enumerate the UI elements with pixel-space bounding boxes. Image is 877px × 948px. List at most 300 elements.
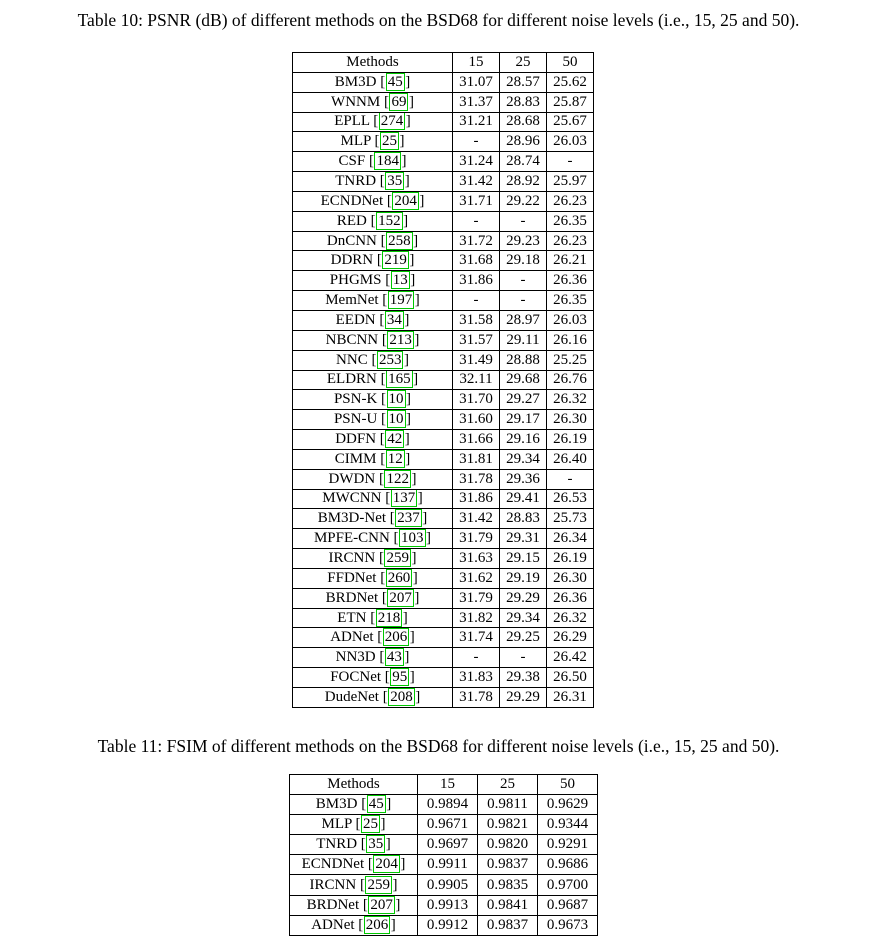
citation-close-bracket: ] xyxy=(404,311,410,328)
value-cell: 0.9841 xyxy=(478,895,538,915)
method-name: DnCNN [ xyxy=(326,232,386,249)
citation-link[interactable]: 259 xyxy=(367,876,390,893)
value-cell: - xyxy=(453,291,500,311)
table-row xyxy=(293,648,594,668)
method-name: ECNDNet [ xyxy=(320,192,392,209)
citation-close-bracket: ] xyxy=(399,133,405,150)
method-cell xyxy=(293,291,453,311)
citation-link[interactable]: 218 xyxy=(377,609,401,626)
value-cell: 31.79 xyxy=(453,588,500,608)
value-cell: 25.87 xyxy=(547,92,594,112)
method-name: BM3D-Net [ xyxy=(317,510,395,527)
method-cell xyxy=(290,835,418,855)
citation-close-bracket: ] xyxy=(409,669,415,686)
value-cell: 0.9912 xyxy=(418,915,478,935)
value-cell: 28.83 xyxy=(500,92,547,112)
value-cell: 28.74 xyxy=(500,152,547,172)
value-cell: 29.36 xyxy=(500,469,547,489)
method-name: NNC [ xyxy=(336,351,377,368)
method-name: BM3D [ xyxy=(334,73,386,90)
value-cell: 28.57 xyxy=(500,72,547,92)
value-cell: 26.42 xyxy=(547,648,594,668)
citation-close-bracket: ] xyxy=(419,192,425,209)
value-cell: 31.57 xyxy=(453,330,500,350)
citation-close-bracket: ] xyxy=(385,836,391,853)
table-row xyxy=(293,390,594,410)
value-cell: 31.79 xyxy=(453,529,500,549)
citation-link[interactable]: 45 xyxy=(368,796,384,813)
value-cell: 29.16 xyxy=(500,430,547,450)
value-cell: 0.9700 xyxy=(538,875,598,895)
value-cell: 32.11 xyxy=(453,370,500,390)
table-row xyxy=(293,588,594,608)
method-cell xyxy=(293,152,453,172)
value-cell: 31.86 xyxy=(453,271,500,291)
citation-link[interactable]: 122 xyxy=(386,470,409,487)
table-row xyxy=(293,231,594,251)
value-cell: 28.83 xyxy=(500,509,547,529)
method-cell xyxy=(293,330,453,350)
method-cell xyxy=(293,310,453,330)
value-cell: 26.36 xyxy=(547,271,594,291)
table-row xyxy=(293,668,594,688)
method-name: FFDNet [ xyxy=(327,569,386,586)
method-name: RED [ xyxy=(336,212,376,229)
citation-link[interactable]: 237 xyxy=(397,510,420,527)
citation-link[interactable]: 207 xyxy=(389,589,412,606)
value-cell: 0.9820 xyxy=(478,835,538,855)
method-cell xyxy=(293,132,453,152)
value-cell: - xyxy=(453,648,500,668)
value-cell: - xyxy=(547,152,594,172)
col-header-noise-15: 15 xyxy=(453,53,500,73)
citation-link[interactable]: 274 xyxy=(380,113,404,130)
value-cell: 29.29 xyxy=(500,588,547,608)
value-cell: 26.23 xyxy=(547,231,594,251)
method-cell xyxy=(293,390,453,410)
method-cell xyxy=(293,211,453,231)
method-cell xyxy=(293,648,453,668)
method-name: EPLL [ xyxy=(334,113,379,130)
citation-link[interactable]: 35 xyxy=(387,172,403,189)
citation-close-bracket: ] xyxy=(390,916,396,933)
citation-link[interactable]: 10 xyxy=(388,411,404,428)
table-11-caption: Table 11: FSIM of different methods on the BSD68 for different noise levels (i.e., 15, 25 and 50). xyxy=(97,736,780,756)
method-name: MLP [ xyxy=(321,816,361,833)
col-header-noise-50: 50 xyxy=(538,775,598,795)
value-cell: 26.50 xyxy=(547,668,594,688)
citation-link[interactable]: 12 xyxy=(387,450,403,467)
citation-link[interactable]: 253 xyxy=(378,351,402,368)
citation-link[interactable]: 213 xyxy=(389,331,412,348)
value-cell: 31.70 xyxy=(453,390,500,410)
value-cell: 25.25 xyxy=(547,350,594,370)
col-header-noise-25: 25 xyxy=(478,775,538,795)
value-cell: 26.53 xyxy=(547,489,594,509)
value-cell: 26.03 xyxy=(547,132,594,152)
method-cell xyxy=(293,92,453,112)
table-row xyxy=(293,172,594,192)
citation-link[interactable]: 13 xyxy=(392,272,408,289)
citation-close-bracket: ] xyxy=(403,351,409,368)
table-row xyxy=(293,152,594,172)
method-cell xyxy=(290,815,418,835)
table-row xyxy=(293,132,594,152)
value-cell: 28.96 xyxy=(500,132,547,152)
method-name: MemNet [ xyxy=(325,292,388,309)
citation-link[interactable]: 42 xyxy=(387,430,403,447)
method-cell xyxy=(293,271,453,291)
value-cell: 0.9837 xyxy=(478,915,538,935)
citation-link[interactable]: 103 xyxy=(401,530,424,547)
table-row xyxy=(293,271,594,291)
value-cell: 31.49 xyxy=(453,350,500,370)
value-cell: 29.25 xyxy=(500,628,547,648)
method-cell xyxy=(293,449,453,469)
method-name: FOCNet [ xyxy=(330,669,390,686)
value-cell: 31.63 xyxy=(453,549,500,569)
method-cell xyxy=(293,370,453,390)
citation-close-bracket: ] xyxy=(410,272,416,289)
psnr-results-table xyxy=(292,52,594,708)
method-name: TNRD [ xyxy=(316,836,366,853)
table-row xyxy=(293,370,594,390)
value-cell: - xyxy=(500,271,547,291)
value-cell: 0.9911 xyxy=(418,855,478,875)
value-cell: 31.42 xyxy=(453,509,500,529)
table-row xyxy=(290,855,598,875)
value-cell: 31.66 xyxy=(453,430,500,450)
citation-close-bracket: ] xyxy=(426,530,432,547)
method-cell xyxy=(293,489,453,509)
citation-link[interactable]: 69 xyxy=(391,93,407,110)
citation-close-bracket: ] xyxy=(414,292,420,309)
method-name: WNNM [ xyxy=(331,93,389,110)
value-cell: 0.9629 xyxy=(538,795,598,815)
value-cell: 31.78 xyxy=(453,469,500,489)
table-row xyxy=(293,688,594,708)
table-header-row xyxy=(293,53,594,73)
value-cell: 25.62 xyxy=(547,72,594,92)
method-name: DDFN [ xyxy=(335,430,385,447)
method-cell xyxy=(293,568,453,588)
citation-link[interactable]: 137 xyxy=(392,490,416,507)
table-row xyxy=(293,469,594,489)
value-cell: 31.74 xyxy=(453,628,500,648)
value-cell: 29.11 xyxy=(500,330,547,350)
value-cell: 0.9894 xyxy=(418,795,478,815)
table-row xyxy=(293,291,594,311)
method-name: CSF [ xyxy=(338,153,374,170)
col-header-methods: Methods xyxy=(293,53,453,73)
value-cell: 26.19 xyxy=(547,430,594,450)
value-cell: 26.23 xyxy=(547,191,594,211)
citation-close-bracket: ] xyxy=(392,876,398,893)
value-cell: 0.9687 xyxy=(538,895,598,915)
citation-close-bracket: ] xyxy=(406,391,412,408)
value-cell: 31.37 xyxy=(453,92,500,112)
value-cell: 26.03 xyxy=(547,310,594,330)
table-row xyxy=(293,112,594,132)
value-cell: 25.67 xyxy=(547,112,594,132)
value-cell: 29.34 xyxy=(500,449,547,469)
fsim-results-table xyxy=(289,774,598,936)
table-row xyxy=(293,211,594,231)
citation-close-bracket: ] xyxy=(395,896,401,913)
citation-link[interactable]: 34 xyxy=(386,311,402,328)
method-cell xyxy=(293,112,453,132)
value-cell: 28.97 xyxy=(500,310,547,330)
value-cell: 26.76 xyxy=(547,370,594,390)
value-cell: - xyxy=(500,211,547,231)
method-cell xyxy=(293,231,453,251)
value-cell: 26.34 xyxy=(547,529,594,549)
method-name: MPFE-CNN [ xyxy=(313,530,399,547)
value-cell: 31.07 xyxy=(453,72,500,92)
table-row xyxy=(293,430,594,450)
value-cell: - xyxy=(500,648,547,668)
citation-link[interactable]: 25 xyxy=(382,133,398,150)
value-cell: 0.9835 xyxy=(478,875,538,895)
method-name: DDRN [ xyxy=(330,252,382,269)
citation-link[interactable]: 204 xyxy=(394,192,417,209)
method-cell xyxy=(290,875,418,895)
citation-close-bracket: ] xyxy=(403,212,409,229)
value-cell: 29.38 xyxy=(500,668,547,688)
citation-link[interactable]: 204 xyxy=(375,856,398,873)
table-row xyxy=(293,549,594,569)
value-cell: 29.29 xyxy=(500,688,547,708)
method-cell xyxy=(293,72,453,92)
table-row xyxy=(293,410,594,430)
value-cell: 0.9821 xyxy=(478,815,538,835)
citation-close-bracket: ] xyxy=(414,589,420,606)
citation-close-bracket: ] xyxy=(412,569,418,586)
citation-close-bracket: ] xyxy=(405,450,411,467)
method-name: DudeNet [ xyxy=(324,688,388,705)
citation-close-bracket: ] xyxy=(409,252,415,269)
method-cell xyxy=(293,251,453,271)
value-cell: 31.68 xyxy=(453,251,500,271)
value-cell: 0.9671 xyxy=(418,815,478,835)
citation-link[interactable]: 165 xyxy=(388,371,411,388)
method-name: IRCNN [ xyxy=(309,876,365,893)
value-cell: - xyxy=(500,291,547,311)
citation-close-bracket: ] xyxy=(414,331,420,348)
value-cell: 26.19 xyxy=(547,549,594,569)
value-cell: 29.68 xyxy=(500,370,547,390)
table-row xyxy=(293,529,594,549)
citation-link[interactable]: 25 xyxy=(363,816,379,833)
value-cell: 29.31 xyxy=(500,529,547,549)
method-cell xyxy=(290,915,418,935)
value-cell: - xyxy=(453,132,500,152)
citation-link[interactable]: 258 xyxy=(388,232,411,249)
method-cell xyxy=(293,588,453,608)
value-cell: 26.30 xyxy=(547,410,594,430)
citation-close-bracket: ] xyxy=(401,153,407,170)
value-cell: 26.31 xyxy=(547,688,594,708)
citation-link[interactable]: 206 xyxy=(365,916,389,933)
method-name: ETN [ xyxy=(337,609,376,626)
citation-close-bracket: ] xyxy=(408,93,414,110)
value-cell: 0.9697 xyxy=(418,835,478,855)
citation-close-bracket: ] xyxy=(386,796,392,813)
citation-link[interactable]: 152 xyxy=(378,212,401,229)
citation-link[interactable]: 184 xyxy=(376,153,399,170)
citation-close-bracket: ] xyxy=(413,371,419,388)
method-cell xyxy=(293,608,453,628)
value-cell: 26.36 xyxy=(547,588,594,608)
value-cell: 31.78 xyxy=(453,688,500,708)
citation-link[interactable]: 43 xyxy=(386,649,402,666)
method-name: BM3D [ xyxy=(315,796,367,813)
citation-link[interactable]: 207 xyxy=(370,896,393,913)
method-cell xyxy=(293,668,453,688)
citation-close-bracket: ] xyxy=(422,510,428,527)
method-cell xyxy=(290,855,418,875)
method-cell xyxy=(293,350,453,370)
citation-link[interactable]: 206 xyxy=(384,629,408,646)
table-row xyxy=(293,191,594,211)
value-cell: - xyxy=(453,211,500,231)
citation-link[interactable]: 208 xyxy=(390,688,413,705)
method-name: PHGMS [ xyxy=(329,272,391,289)
value-cell: 26.35 xyxy=(547,211,594,231)
value-cell: 26.16 xyxy=(547,330,594,350)
method-cell xyxy=(290,795,418,815)
value-cell: 31.60 xyxy=(453,410,500,430)
method-cell xyxy=(293,172,453,192)
method-cell xyxy=(290,895,418,915)
value-cell: 31.21 xyxy=(453,112,500,132)
citation-close-bracket: ] xyxy=(404,430,410,447)
citation-link[interactable]: 45 xyxy=(387,73,403,90)
method-name: CIMM [ xyxy=(334,450,386,467)
value-cell: 31.83 xyxy=(453,668,500,688)
value-cell: 0.9344 xyxy=(538,815,598,835)
value-cell: 25.73 xyxy=(547,509,594,529)
citation-close-bracket: ] xyxy=(417,490,423,507)
citation-link[interactable]: 260 xyxy=(387,569,411,586)
citation-link[interactable]: 259 xyxy=(386,550,409,567)
citation-link[interactable]: 35 xyxy=(368,836,384,853)
table-row xyxy=(293,608,594,628)
table-10-caption: Table 10: PSNR (dB) of different methods on the BSD68 for different noise levels (i.e., 15, 25 and 50). xyxy=(77,10,800,30)
value-cell: 31.72 xyxy=(453,231,500,251)
method-name: PSN-K [ xyxy=(333,391,387,408)
method-name: EEDN [ xyxy=(335,311,385,328)
citation-close-bracket: ] xyxy=(400,856,406,873)
value-cell: 31.82 xyxy=(453,608,500,628)
table-row xyxy=(293,330,594,350)
method-name: BRDNet [ xyxy=(306,896,368,913)
table-row xyxy=(293,509,594,529)
method-name: ECNDNet [ xyxy=(301,856,373,873)
value-cell: 0.9673 xyxy=(538,915,598,935)
value-cell: 31.42 xyxy=(453,172,500,192)
value-cell: 28.92 xyxy=(500,172,547,192)
citation-link[interactable]: 219 xyxy=(384,252,407,269)
value-cell: 26.32 xyxy=(547,390,594,410)
table-row xyxy=(293,72,594,92)
table-row xyxy=(290,795,598,815)
citation-close-bracket: ] xyxy=(380,816,386,833)
method-cell xyxy=(293,509,453,529)
citation-link[interactable]: 95 xyxy=(392,669,408,686)
value-cell: 29.34 xyxy=(500,608,547,628)
table-row xyxy=(293,449,594,469)
citation-close-bracket: ] xyxy=(409,629,415,646)
col-header-noise-15: 15 xyxy=(418,775,478,795)
citation-close-bracket: ] xyxy=(405,73,411,90)
method-cell xyxy=(293,529,453,549)
method-name: IRCNN [ xyxy=(328,550,384,567)
value-cell: 29.18 xyxy=(500,251,547,271)
method-name: MWCNN [ xyxy=(322,490,391,507)
table-row xyxy=(293,489,594,509)
value-cell: 26.29 xyxy=(547,628,594,648)
col-header-noise-25: 25 xyxy=(500,53,547,73)
method-cell xyxy=(293,549,453,569)
method-name: DWDN [ xyxy=(328,470,384,487)
method-name: ADNet [ xyxy=(311,916,364,933)
col-header-noise-50: 50 xyxy=(547,53,594,73)
method-cell xyxy=(293,469,453,489)
method-name: ADNet [ xyxy=(330,629,383,646)
table-row xyxy=(290,875,598,895)
citation-close-bracket: ] xyxy=(402,609,408,626)
method-name: NN3D [ xyxy=(335,649,385,666)
value-cell: 29.17 xyxy=(500,410,547,430)
table-row xyxy=(293,568,594,588)
table-header-row xyxy=(290,775,598,795)
value-cell: 25.97 xyxy=(547,172,594,192)
value-cell: 29.15 xyxy=(500,549,547,569)
value-cell: 31.71 xyxy=(453,191,500,211)
citation-close-bracket: ] xyxy=(411,550,417,567)
value-cell: 26.30 xyxy=(547,568,594,588)
value-cell: - xyxy=(547,469,594,489)
method-name: MLP [ xyxy=(340,133,380,150)
value-cell: 29.19 xyxy=(500,568,547,588)
citation-link[interactable]: 10 xyxy=(388,391,404,408)
value-cell: 0.9837 xyxy=(478,855,538,875)
table-row xyxy=(290,835,598,855)
citation-close-bracket: ] xyxy=(411,470,417,487)
table-row xyxy=(290,895,598,915)
table-row xyxy=(293,628,594,648)
citation-close-bracket: ] xyxy=(415,688,421,705)
value-cell: 0.9291 xyxy=(538,835,598,855)
value-cell: 29.27 xyxy=(500,390,547,410)
citation-close-bracket: ] xyxy=(405,113,411,130)
citation-close-bracket: ] xyxy=(404,172,410,189)
value-cell: 26.35 xyxy=(547,291,594,311)
value-cell: 26.40 xyxy=(547,449,594,469)
value-cell: 31.62 xyxy=(453,568,500,588)
value-cell: 0.9811 xyxy=(478,795,538,815)
method-name: TNRD [ xyxy=(335,172,385,189)
citation-link[interactable]: 197 xyxy=(389,292,413,309)
value-cell: 0.9913 xyxy=(418,895,478,915)
method-name: NBCNN [ xyxy=(325,331,387,348)
method-name: BRDNet [ xyxy=(325,589,387,606)
value-cell: 0.9905 xyxy=(418,875,478,895)
citation-close-bracket: ] xyxy=(406,411,412,428)
table-row xyxy=(293,310,594,330)
col-header-methods: Methods xyxy=(290,775,418,795)
